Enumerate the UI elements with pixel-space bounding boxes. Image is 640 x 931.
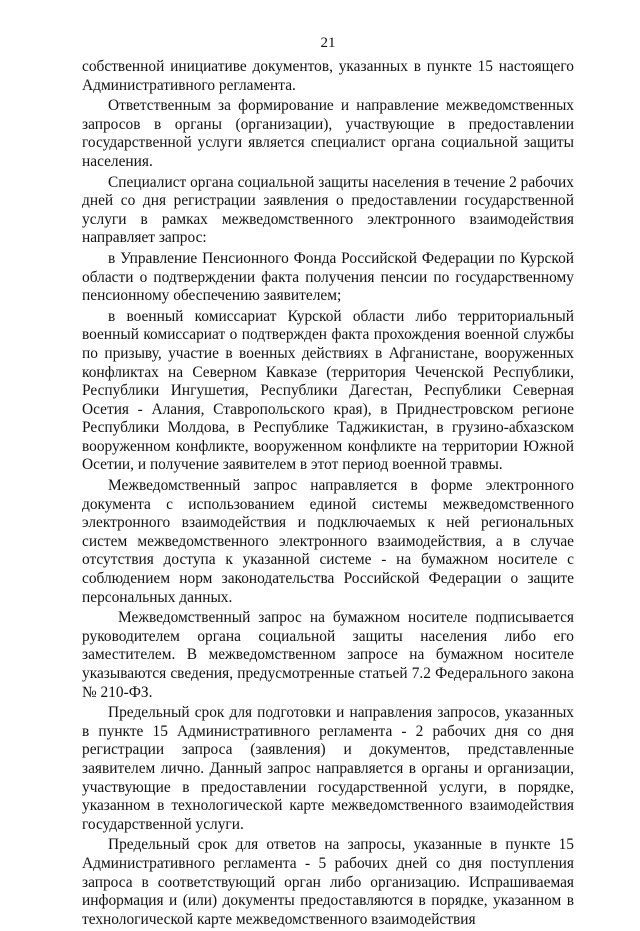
paragraph-pension-fund-request: в Управление Пенсионного Фонда Российской Федерации по Курской области о подтверждении факта получения пенсии по государственному пенсионному обеспечению заявителем; [82,249,574,305]
paragraph-request-deadline: Специалист органа социальной защиты населения в течение 2 рабочих дней со дня регистрации заявления о предоставлении государственной услуги в рамках межведомственного электронного взаимодействия направляет запрос: [82,173,574,247]
paragraph-military-commissariat-request: в военный комиссариат Курской области либо территориальный военный комиссариат о подтвержден факта прохождения военной службы по призыву, участие в военных действиях в Афганистане, вооруженных конфликтах на Северном Кавказе (территория Чеченской Республики, Республики Ингушетия, Республики Дагестан, Республики Северная Осетия - Алания, Ставропольского края), в Приднестровском регионе Республики Молдова, в Республике Таджикистан, в грузино-абхазском вооруженном конфликте, вооруженном конфликте на территории Южной Осетии, и получение заявителем в этот период военной травмы. [82,307,574,474]
document-body [82,58,574,931]
paragraph-continuation: собственной инициативе документов, указанных в пункте 15 настоящего Административного регламента. [82,58,574,94]
paragraph-electronic-form: Межведомственный запрос направляется в форме электронного документа с использованием единой системы межведомственного электронного взаимодействия и подключаемых к ней региональных систем межведомственного электронного взаимодействия, а в случае отсутствия доступа к указанной системе - на бумажном носителе с соблюдением норм законодательства Российской Федерации о защите персональных данных. [82,477,574,606]
page-number: 21 [320,35,336,51]
paragraph-response-deadline: Предельный срок для ответов на запросы, указанные в пункте 15 Административного регламента - 5 рабочих дней со дня поступления запроса в соответствующий орган либо организацию. Испрашиваемая информация и (или) документы предоставляются в порядке, указанном в технологической карте межведомственного взаимодействия [82,836,574,928]
paragraph-preparation-deadline: Предельный срок для подготовки и направления запросов, указанных в пункте 15 Административного регламента - 2 рабочих дня со дня регистрации запроса (заявления) и документов, представленные заявителем лично. Данный запрос направляется в органы и организации, участвующие в предоставлении государственной услуги, в порядке, указанном в технологической карте межведомственного взаимодействия государственной услуги. [82,704,574,833]
paragraph-paper-request: Межведомственный запрос на бумажном носителе подписывается руководителем органа социальной защиты населения либо его заместителем. В межведомственном запросе на бумажном носителе указываются сведения, предусмотренные статьей 7.2 Федерального закона № 210-ФЗ. [82,609,574,701]
paragraph-responsible-specialist: Ответственным за формирование и направление межведомственных запросов в органы (организации), участвующие в предоставлении государственной услуги является специалист органа социальной защиты населения. [82,97,574,170]
